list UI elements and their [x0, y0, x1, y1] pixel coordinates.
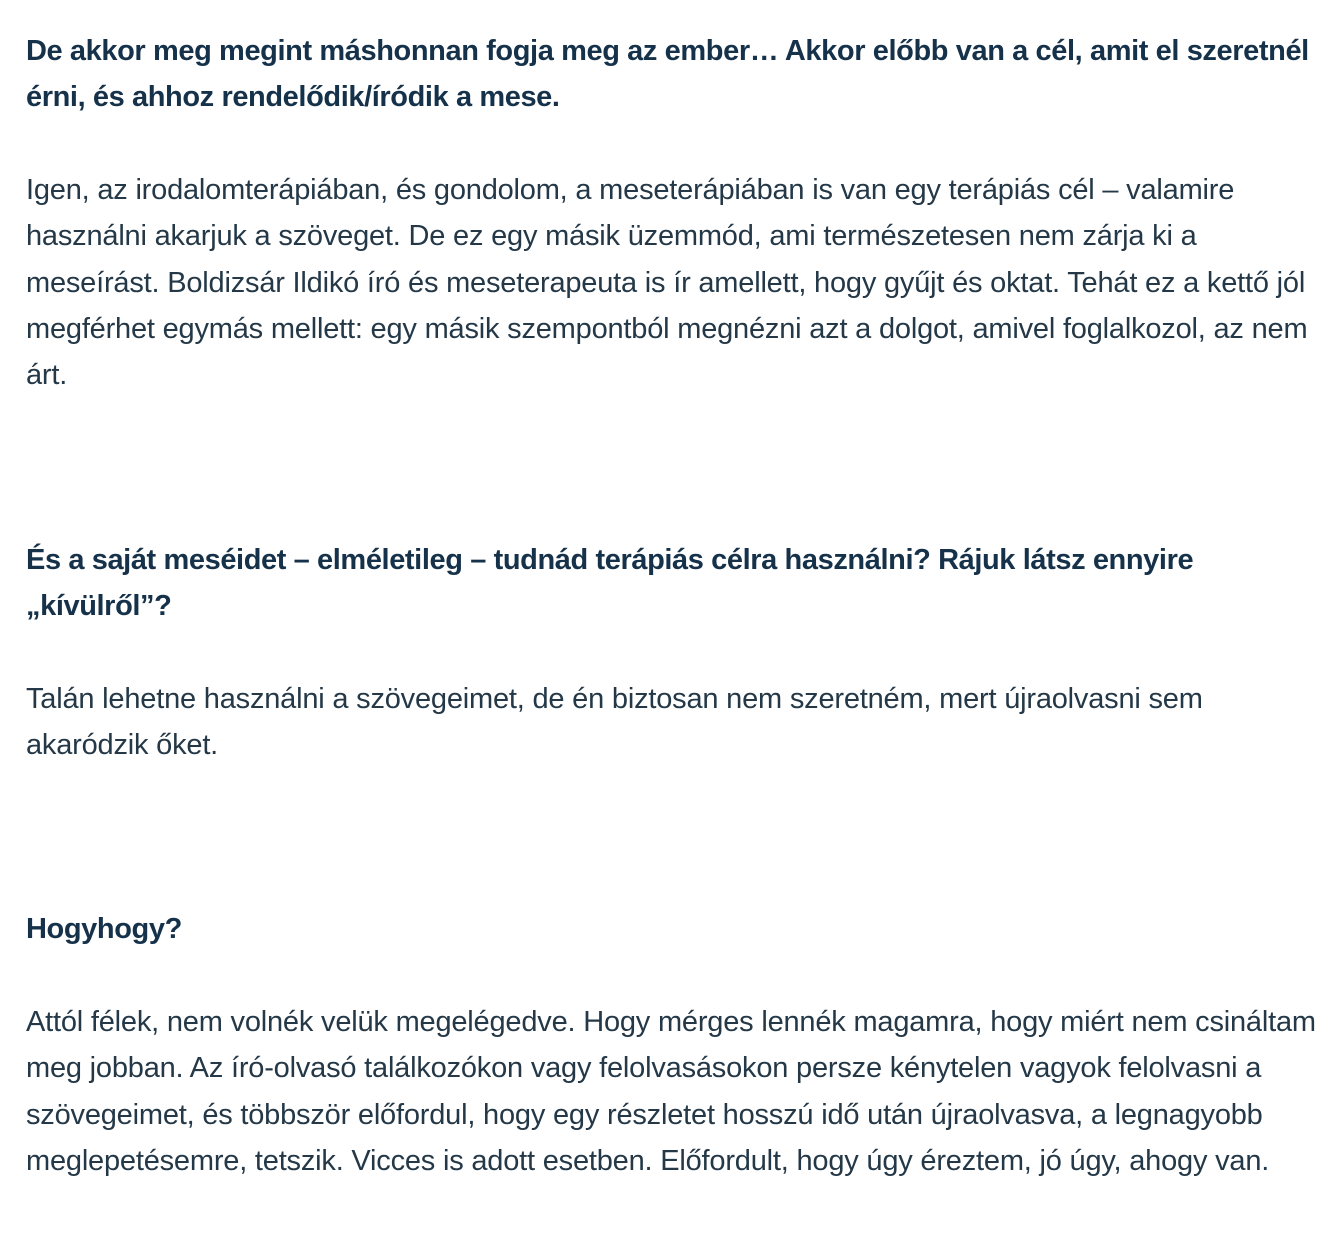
interview-answer-3: Attól félek, nem volnék velük megelégedve. Hogy mérges lennék magamra, hogy miért nem csináltam meg jobban. Az író-olvasó találkozókon vagy felolvasásokon persze kénytelen vagyok felolvasni a szövegeimet, és többször előfordul, hogy egy részletet hosszú idő után újraolvasva, a legnagyobb meglepetésemre, tetszik. Vicces is adott esetben. Előfordult, hogy úgy éreztem, jó úgy, ahogy van.	[26, 1005, 1316, 1178]
paragraph-spacer	[26, 121, 1326, 167]
interview-question-2: És a saját meséidet – elméletileg – tudnád terápiás célra használni? Rájuk látsz ennyire „kívülről”?	[26, 543, 1194, 623]
interview-answer-1: Igen, az irodalomterápiában, és gondolom, a meseterápiában is van egy terápiás cél – valamire használni akarjuk a szöveget. De ez egy másik üzemmód, ami természetesen nem zárja ki a meseírást. Boldizsár Ildikó író és meseterapeuta is ír amellett, hogy gyűjt és oktat. Tehát ez a kettő jól megférhet egymás mellett: egy másik szempontból megnézni azt a dolgot, amivel foglalkozol, az nem árt.	[26, 173, 1308, 392]
paragraph-spacer	[26, 953, 1326, 999]
interview-question-1: De akkor meg megint máshonnan fogja meg az ember… Akkor előbb van a cél, amit el szeretnél érni, és ahhoz rendelődik/íródik a mese.	[26, 35, 1309, 114]
paragraph-spacer	[26, 630, 1326, 676]
interview-article	[26, 28, 1326, 1185]
section-spacer	[26, 399, 1326, 537]
interview-question-3: Hogyhogy?	[26, 913, 182, 946]
interview-answer-2: Talán lehetne használni a szövegeimet, de én biztosan nem szeretném, mert újraolvasni sem akaródzik őket.	[26, 682, 1203, 762]
section-spacer	[26, 768, 1326, 906]
